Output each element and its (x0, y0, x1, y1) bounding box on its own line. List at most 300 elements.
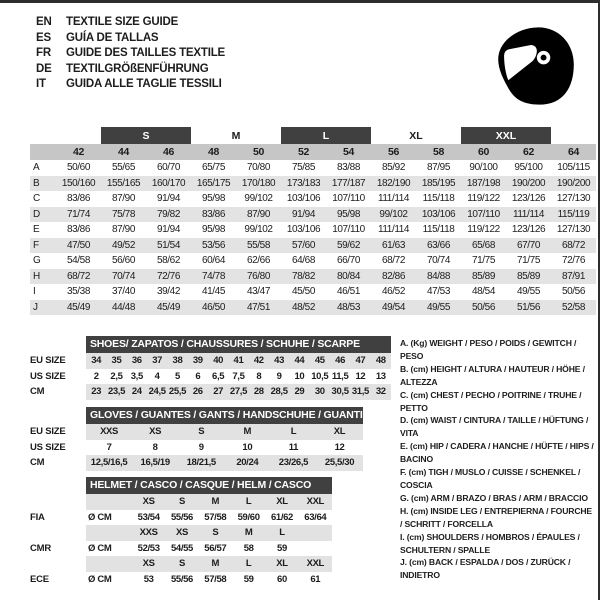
measurement-cell: 51/54 (156, 239, 181, 251)
measurement-cell: 107/110 (332, 224, 365, 236)
measurement-cell: 91/94 (156, 193, 181, 205)
gloves-cell: S (198, 426, 205, 438)
measurement-cell: 47/50 (66, 239, 91, 251)
measurement-cell: 85/92 (381, 162, 406, 174)
size-band-M: M (231, 129, 241, 142)
measurement-cell: 45/49 (66, 301, 91, 313)
measurement-cell: 46/52 (381, 286, 406, 298)
gloves-label-spacer (30, 407, 86, 424)
helmet-value-cell: 56/57 (204, 542, 227, 554)
gloves-table-body (86, 407, 363, 471)
helmet-value-cell: 53 (143, 573, 154, 585)
gloves-cell: 8 (152, 441, 158, 453)
gloves-row-labels (30, 407, 86, 471)
shoes-cell: 24,5 (148, 386, 166, 398)
language-code: EN (36, 16, 52, 28)
measurement-cell: 91/94 (156, 224, 181, 236)
measurement-cell: 44/48 (111, 301, 136, 313)
helmet-size-header: L (245, 558, 252, 570)
measurement-cell: 59/62 (336, 239, 361, 251)
measurement-cell: 83/88 (336, 162, 361, 174)
measurement-cell: 119/122 (467, 224, 500, 236)
measurement-row-label: F (33, 239, 39, 251)
measurement-cell: 39/42 (156, 286, 181, 298)
measurement-cell: 190/200 (556, 177, 591, 189)
measurement-cell: 47/51 (246, 301, 271, 313)
helmet-size-header: M (211, 558, 220, 570)
shoes-cell: 34 (91, 355, 102, 367)
helmet-size-header: XXL (306, 558, 325, 570)
measurement-cell: 99/102 (244, 193, 273, 205)
gloves-row-label: US SIZE (30, 441, 66, 453)
size-band-empty (551, 127, 596, 144)
measurement-cell: 63/66 (426, 239, 451, 251)
shoes-cell: 30 (314, 386, 325, 398)
shoes-cell: 47 (355, 355, 366, 367)
size-column-header: 64 (567, 146, 580, 158)
helmet-value-cell: 59 (277, 542, 287, 554)
size-band-row (30, 127, 596, 144)
helmet-label-spacer (30, 494, 86, 510)
measurement-row-label: B (33, 177, 40, 189)
language-title: GUÍA DE TALLAS (66, 31, 159, 44)
language-title: GUIDA ALLE TAGLIE TESSILI (66, 78, 222, 90)
language-code: IT (36, 78, 46, 90)
measurement-cell: 107/110 (467, 208, 500, 220)
measurement-legend (400, 337, 594, 582)
measurement-cell: 111/114 (377, 224, 410, 236)
measurement-cell: 87/90 (246, 208, 271, 220)
measurement-cell: 56/60 (111, 255, 136, 267)
size-column-header: 52 (297, 146, 310, 158)
measurement-row (30, 222, 596, 238)
measurement-cell: 50/60 (66, 162, 91, 174)
measurement-cell: 173/183 (286, 177, 321, 189)
gloves-table-title: GLOVES / GUANTES / GANTS / HANDSCHUHE / GUANTI (86, 407, 363, 424)
measurement-cell: 123/126 (511, 224, 546, 236)
measurement-cell: 46/51 (336, 286, 361, 298)
measurement-cell: 41/45 (201, 286, 226, 298)
shoes-cell: 35 (111, 355, 122, 367)
measurement-row-label: E (33, 224, 40, 236)
measurement-cell: 87/90 (111, 224, 136, 236)
shoes-row-labels (30, 336, 86, 400)
measurement-row-label: H (33, 270, 40, 282)
size-band-XL: XL (409, 129, 423, 142)
size-column-header: 58 (432, 146, 445, 158)
shoes-cell: 6,5 (212, 370, 225, 382)
measurement-cell: 35/38 (66, 286, 91, 298)
language-title: TEXTILGRÖßENFÜHRUNG (66, 62, 209, 75)
measurement-cell: 78/82 (291, 270, 316, 282)
measurement-cell: 43/47 (246, 286, 271, 298)
measurement-row (30, 160, 596, 176)
shoes-cell: 13 (375, 370, 386, 382)
measurement-cell: 71/74 (66, 208, 91, 220)
measurement-cell: 95/98 (201, 193, 226, 205)
helmet-size-header: S (178, 558, 185, 570)
legend-item: E. (cm) HIP / CADERA / HANCHE / HÜFTE / HIPS / BACINO (400, 441, 594, 465)
measurement-cell: 71/75 (471, 255, 496, 267)
shoes-cell: 41 (233, 355, 244, 367)
helmet-size-header: L (245, 496, 252, 508)
shoes-row (86, 353, 391, 369)
measurement-row (30, 191, 596, 207)
measurement-row-label: D (33, 208, 40, 220)
measurement-row-label: G (33, 255, 41, 267)
measurement-cell: 54/58 (66, 255, 91, 267)
size-column-header: 60 (477, 146, 490, 158)
helmet-size-table (30, 477, 332, 587)
shoes-cell: 7,5 (232, 370, 245, 382)
size-column-header: 48 (207, 146, 220, 158)
helmet-size-header: XS (142, 496, 155, 508)
gloves-cell: 25,5/30 (324, 457, 355, 469)
helmet-size-row (86, 556, 332, 572)
helmet-value-cell: 58 (243, 542, 254, 554)
shoes-cell: 25,5 (168, 386, 187, 398)
measurement-row (30, 207, 596, 223)
shoes-cell: 24 (131, 386, 142, 398)
measurement-cell: 64/68 (291, 255, 316, 267)
measurement-cell: 45/49 (156, 301, 181, 313)
measurement-cell: 68/72 (66, 270, 91, 282)
measurement-cell: 48/54 (471, 286, 496, 298)
helmet-label-spacer (30, 525, 86, 541)
gloves-cell: XL (333, 426, 346, 438)
measurement-cell: 177/187 (331, 177, 366, 189)
size-column-header: 62 (522, 146, 535, 158)
helmet-row-labels (30, 477, 86, 587)
language-code: FR (36, 47, 51, 59)
measurement-cell: 150/160 (61, 177, 96, 189)
language-title-list (36, 15, 225, 93)
helmet-standard-label: ECE (30, 573, 49, 585)
shoes-cell: 28 (253, 386, 264, 398)
measurement-cell: 83/86 (66, 193, 91, 205)
measurement-cell: 90/100 (469, 162, 498, 174)
helmet-table-title: HELMET / CASCO / CASQUE / HELM / CASCO (86, 477, 332, 494)
shoes-cell: 45 (314, 355, 325, 367)
measurement-cell: 155/165 (106, 177, 141, 189)
shoes-label-spacer (30, 336, 86, 353)
measurement-cell: 55/65 (111, 162, 136, 174)
measurement-cell: 95/98 (201, 224, 226, 236)
helmet-value-row (86, 510, 332, 526)
shoes-cell: 12 (355, 370, 366, 382)
measurement-cell: 61/63 (381, 239, 406, 251)
language-row (36, 62, 225, 78)
gloves-row-label: EU SIZE (30, 426, 66, 437)
shoes-cell: 27,5 (229, 386, 247, 398)
measurement-cell: 187/198 (466, 177, 501, 189)
shoes-cell: 38 (172, 355, 183, 367)
helmet-value-cell: 61/62 (270, 511, 293, 523)
measurement-row (30, 176, 596, 192)
measurement-cell: 111/114 (377, 193, 410, 205)
row-label-spacer (30, 127, 56, 144)
shoes-cell: 9 (276, 370, 282, 382)
measurement-cell: 48/53 (336, 301, 361, 313)
measurement-cell: 85/89 (516, 270, 541, 282)
helmet-size-header: XXS (139, 527, 158, 539)
shoes-cell: 11,5 (331, 370, 349, 382)
shoes-cell: 26 (192, 386, 203, 398)
measurement-cell: 84/88 (426, 270, 451, 282)
measurement-cell: 91/94 (291, 208, 316, 220)
helmet-size-header: S (178, 496, 185, 508)
helmet-value-cell: 54/55 (170, 542, 193, 554)
measurement-cell: 46/50 (201, 301, 226, 313)
helmet-standard-label: CMR (30, 542, 52, 554)
helmet-value-cell: 61 (310, 573, 321, 585)
legend-item: A. (Kg) WEIGHT / PESO / POIDS / GEWITCH / PESO (400, 338, 577, 361)
gloves-cell: 11 (288, 441, 299, 453)
measurement-cell: 115/119 (557, 208, 590, 220)
measurement-cell: 103/106 (286, 193, 321, 205)
gloves-cell: 12 (334, 441, 345, 453)
language-title: GUIDE DES TAILLES TEXTILE (66, 47, 225, 59)
measurement-cell: 68/72 (381, 255, 406, 267)
measurement-cell: 99/102 (244, 224, 273, 236)
measurement-cell: 103/106 (286, 224, 321, 236)
helmet-unit-label: Ø CM (88, 573, 112, 585)
measurement-row (30, 269, 596, 285)
helmet-size-header: XS (176, 527, 188, 539)
legend-item: F. (cm) TIGH / MUSLO / CUISSE / SCHENKEL / COSCIA (400, 467, 581, 490)
measurement-cell: 70/74 (426, 255, 451, 267)
measurement-cell: 95/100 (514, 162, 543, 174)
measurement-cell: 45/50 (291, 286, 316, 298)
shoes-cell: 43 (274, 355, 285, 367)
shoes-table-title: SHOES/ ZAPATOS / CHAUSSURES / SCHUHE / SCARPE (86, 336, 391, 353)
gloves-cell: 20/24 (236, 457, 259, 469)
measurement-cell: 75/85 (291, 162, 316, 174)
shoes-cell: 36 (131, 355, 142, 367)
language-row (36, 15, 225, 31)
measurement-cell: 83/86 (66, 224, 91, 236)
gloves-row-label: CM (30, 457, 45, 468)
legend-item: D. (cm) WAIST / CINTURA / TAILLE / HÜFTUNG / VITA (400, 415, 589, 439)
shoes-cell: 8 (256, 370, 262, 382)
helmet-value-cell: 60 (277, 573, 287, 585)
helmet-size-header: L (279, 527, 285, 539)
shoes-cell: 39 (192, 355, 203, 367)
shoes-cell: 4 (154, 370, 160, 382)
measurement-cell: 50/56 (561, 286, 586, 298)
legend-item: H. (cm) INSIDE LEG / ENTREPIERNA / FOURCHE / SCHRITT / FORCELLA (400, 505, 593, 529)
measurement-cell: 37/40 (111, 286, 136, 298)
helmet-size-header: S (212, 527, 219, 539)
measurement-row-label: J (33, 301, 38, 313)
shoes-cell: 2,5 (110, 370, 123, 382)
measurement-cell: 68/72 (561, 239, 586, 251)
measurement-cell: 87/90 (111, 193, 136, 205)
measurement-cell: 58/62 (156, 255, 181, 267)
shoes-cell: 27 (213, 386, 224, 398)
measurement-cell: 65/68 (471, 239, 496, 251)
helmet-value-cell: 52/53 (137, 542, 160, 554)
textile-size-table (30, 127, 596, 315)
shoes-cell: 29 (294, 386, 305, 398)
measurement-cell: 190/200 (511, 177, 546, 189)
measurement-cell: 160/170 (151, 177, 186, 189)
size-column-header: 46 (162, 146, 175, 158)
gloves-cell: 9 (198, 441, 204, 453)
measurement-cell: 53/56 (201, 239, 226, 251)
measurement-cell: 47/53 (426, 286, 451, 298)
helmet-unit-label: Ø CM (88, 542, 112, 554)
gloves-cell: 10 (242, 441, 253, 453)
shoes-row (86, 384, 391, 400)
gloves-cell: 12,5/16,5 (90, 457, 128, 469)
helmet-value-cell: 55/56 (170, 573, 193, 585)
size-column-header: 50 (252, 146, 265, 158)
measurement-cell: 70/74 (111, 270, 136, 282)
gloves-cell: XS (149, 426, 162, 438)
measurement-cell: 165/175 (196, 177, 231, 189)
shoes-cell: 46 (335, 355, 346, 367)
shoes-cell: 28,5 (270, 386, 288, 398)
measurement-cell: 79/82 (156, 208, 181, 220)
shoes-cell: 42 (253, 355, 264, 367)
shoes-cell: 10,5 (311, 370, 329, 382)
gloves-cell: 7 (106, 441, 112, 453)
measurement-row-label: I (33, 286, 36, 298)
measurement-cell: 49/52 (111, 239, 136, 251)
helmet-size-row (86, 525, 332, 541)
measurement-cell: 83/86 (201, 208, 226, 220)
measurement-cell: 127/130 (556, 193, 591, 205)
measurement-cell: 123/126 (511, 193, 546, 205)
shoes-cell: 48 (375, 355, 386, 367)
helmet-size-header: M (244, 527, 253, 539)
helmet-table-body (86, 477, 332, 587)
helmet-value-cell: 63/64 (304, 511, 327, 523)
measurement-cell: 49/55 (426, 301, 451, 313)
measurement-cell: 62/66 (246, 255, 271, 267)
measurement-cell: 95/98 (336, 208, 361, 220)
racing-helmet-icon-svg (494, 23, 578, 109)
measurement-row (30, 300, 596, 316)
measurement-cell: 70/80 (246, 162, 271, 174)
language-row (36, 77, 225, 93)
language-row (36, 46, 225, 62)
shoes-row-label: EU SIZE (30, 355, 66, 366)
measurement-cell: 55/58 (246, 239, 271, 251)
measurement-cell: 127/130 (556, 224, 591, 236)
helmet-value-cell: 59 (243, 573, 254, 585)
helmet-size-header: XS (142, 558, 155, 570)
measurement-cell: 103/106 (421, 208, 456, 220)
shoes-cell: 5 (175, 370, 180, 382)
size-band-S: S (101, 127, 191, 144)
racing-helmet-icon (494, 23, 578, 109)
helmet-size-header: XL (276, 558, 288, 570)
measurement-cell: 76/80 (246, 270, 271, 282)
shoes-cell: 23,5 (107, 386, 126, 398)
size-column-header: 42 (72, 146, 85, 158)
helmet-value-cell: 57/58 (204, 573, 227, 585)
shoes-cell: 6 (195, 370, 201, 382)
language-title: TEXTILE SIZE GUIDE (66, 16, 179, 28)
helmet-value-cell: 53/54 (137, 511, 160, 523)
shoes-cell: 10 (294, 370, 305, 382)
size-band-empty (56, 127, 101, 144)
measurement-cell: 85/89 (471, 270, 496, 282)
helmet-size-row (86, 494, 332, 510)
helmet-unit-label: Ø CM (88, 511, 112, 523)
gloves-cell: XXS (100, 426, 119, 438)
gloves-cell: 16,5/19 (140, 457, 170, 469)
measurement-cell: 65/75 (201, 162, 226, 174)
shoes-table-body (86, 336, 391, 400)
legend-item: C. (cm) CHEST / PECHO / POITRINE / TRUHE / PETTO (400, 389, 582, 413)
helmet-value-cell: 59/60 (237, 511, 260, 523)
measurement-cell: 52/58 (561, 301, 586, 313)
measurement-cell: 72/76 (561, 255, 586, 267)
helmet-value-cell: 55/56 (170, 511, 193, 523)
measurement-cell: 182/190 (376, 177, 411, 189)
measurement-cell: 74/78 (201, 270, 226, 282)
size-column-header: 54 (342, 146, 355, 158)
measurement-cell: 80/84 (336, 270, 361, 282)
measurement-cell: 111/114 (512, 208, 545, 220)
gloves-row (86, 455, 363, 471)
helmet-size-header: XL (276, 496, 288, 508)
gloves-size-table (30, 407, 363, 471)
language-code: DE (36, 62, 52, 75)
measurement-row-label: A (33, 162, 40, 174)
helmet-label-spacer (30, 556, 86, 572)
shoes-row-label: US SIZE (30, 370, 66, 382)
measurement-row (30, 238, 596, 254)
measurement-cell: 87/95 (426, 162, 451, 174)
size-band-L: L (281, 127, 371, 144)
measurement-row (30, 253, 596, 269)
shoes-cell: 32 (375, 386, 386, 398)
measurement-cell: 49/54 (381, 301, 406, 313)
measurement-cell: 82/86 (381, 270, 406, 282)
shoes-cell: 23 (91, 386, 102, 398)
helmet-value-cell: 57/58 (204, 511, 227, 523)
language-row (36, 31, 225, 47)
measurement-cell: 87/91 (561, 270, 586, 282)
legend-item: I. (cm) SHOULDERS / HOMBROS / ÉPAULES / SCHULTERN / SPALLE (400, 531, 580, 555)
measurement-row-label: C (33, 193, 40, 205)
gloves-cell: L (290, 426, 297, 438)
legend-item: J. (cm) BACK / ESPALDA / DOS / ZURÜCK / INDIETRO (400, 557, 571, 581)
measurement-cell: 119/122 (467, 193, 500, 205)
helmet-size-header: M (211, 496, 220, 508)
shoes-cell: 40 (213, 355, 224, 367)
shoes-cell: 30,5 (331, 386, 349, 398)
measurement-cell: 60/64 (201, 255, 226, 267)
shoes-cell: 44 (294, 355, 305, 367)
measurement-cell: 60/70 (156, 162, 181, 174)
size-column-header: 56 (387, 146, 400, 158)
size-column-header: 44 (117, 146, 130, 158)
measurement-cell: 115/118 (422, 193, 455, 205)
shoes-row-label: CM (30, 386, 45, 397)
helmet-size-header: XXL (306, 496, 325, 508)
shoes-cell: 3,5 (130, 370, 143, 382)
measurement-cell: 75/78 (111, 208, 136, 220)
size-band-XXL: XXL (461, 127, 551, 144)
shoes-row (86, 369, 391, 385)
measurement-cell: 49/55 (516, 286, 541, 298)
gloves-row (86, 440, 363, 456)
